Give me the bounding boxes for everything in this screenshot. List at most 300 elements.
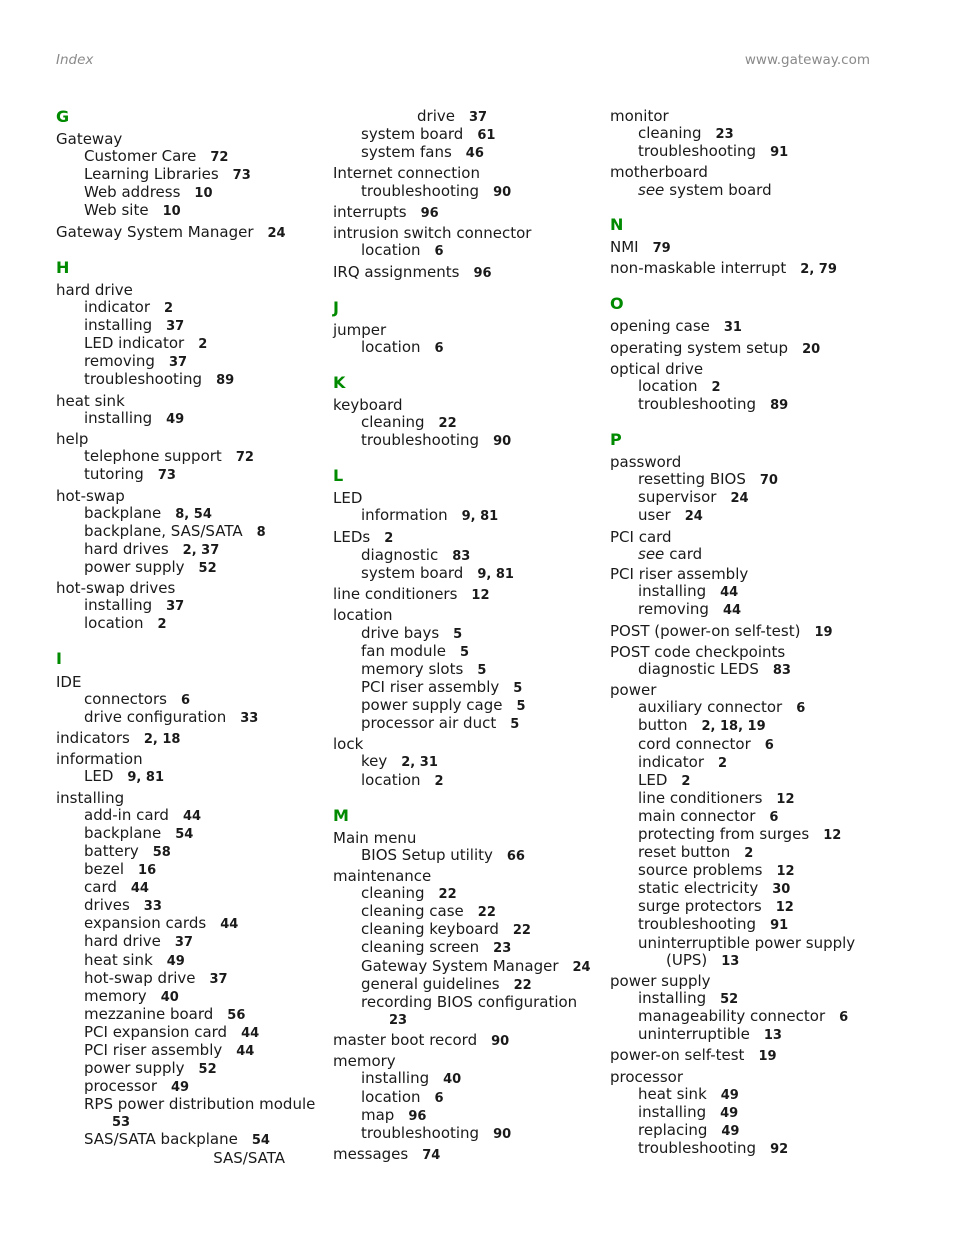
index-subentry — [56, 768, 321, 786]
page-number: 2, 18, 19 — [701, 719, 766, 735]
entry-term: LED — [638, 770, 668, 789]
index-subentry — [610, 736, 900, 754]
entry-term: help — [56, 430, 89, 449]
entry-term: removing — [638, 600, 709, 619]
entry-term: installing — [361, 1069, 430, 1088]
index-entry — [610, 164, 900, 181]
page-number: 52 — [198, 1062, 217, 1078]
entry-term: diagnostic LEDS — [638, 659, 759, 678]
index-subentry — [610, 754, 900, 772]
entry-term: interrupts — [333, 202, 407, 221]
index-entry — [333, 736, 598, 753]
entry-term: memory — [84, 986, 147, 1005]
entry-term: installing — [638, 582, 707, 601]
page-number: 9, 81 — [127, 770, 164, 786]
index-subentry — [56, 897, 321, 915]
page-number: 2, 18 — [143, 732, 181, 748]
index-subentry — [56, 371, 321, 389]
entry-term: installing — [56, 788, 125, 807]
entry-term: add-in card — [84, 805, 169, 824]
entry-term: power supply — [84, 557, 185, 576]
page-number: 72 — [235, 450, 254, 466]
index-entry — [56, 790, 321, 807]
entry-term: location — [361, 337, 421, 356]
entry-term: static electricity — [638, 879, 759, 898]
page-number: 2, 79 — [800, 262, 837, 278]
entry-term: Gateway — [56, 130, 123, 149]
index-entry — [333, 586, 598, 604]
page-number: 37 — [209, 971, 228, 987]
page-number: 12 — [776, 791, 795, 807]
entry-term: cleaning — [361, 413, 425, 432]
page-number: 40 — [160, 989, 179, 1005]
page-number: 9, 81 — [477, 566, 514, 582]
index-subentry — [610, 489, 900, 507]
index-subentry — [610, 396, 900, 414]
entry-term: troubleshooting — [638, 915, 757, 934]
index-subentry — [56, 861, 321, 879]
running-header-url: www.gateway.com — [744, 52, 870, 68]
index-entry — [610, 318, 900, 336]
index-subentry — [56, 825, 321, 843]
entry-term: password — [610, 453, 682, 472]
index-subentry — [333, 643, 598, 661]
section-letter: K — [333, 372, 346, 392]
page-number: 49 — [720, 1105, 739, 1121]
entry-term: hot-swap drives — [56, 579, 176, 598]
entry-term: line conditioners — [638, 788, 763, 807]
entry-term: PCI riser assembly — [610, 565, 749, 584]
entry-term: power supply cage — [361, 695, 503, 714]
index-subentry — [56, 317, 321, 335]
index-entry — [56, 393, 321, 410]
see-reference: see — [638, 180, 665, 199]
index-entry — [56, 131, 321, 148]
index-subentry — [333, 414, 598, 432]
index-subentry — [56, 184, 321, 202]
index-entry — [333, 868, 598, 885]
page-number: 5 — [453, 626, 463, 642]
index-subentry — [610, 717, 900, 735]
entry-term: indicator — [638, 752, 705, 771]
entry-term: backplane — [84, 823, 162, 842]
entry-term: map — [361, 1105, 395, 1124]
index-subentry — [56, 952, 321, 970]
page-number: 96 — [408, 1108, 427, 1124]
index-entry — [610, 1069, 900, 1086]
page-number: 49 — [171, 1080, 190, 1096]
entry-term: card — [669, 544, 703, 563]
page-number: 56 — [227, 1007, 246, 1023]
entry-term: system board — [361, 563, 464, 582]
entry-term: messages — [333, 1145, 409, 1164]
see-reference: see — [638, 544, 665, 563]
entry-term: power supply — [84, 1059, 185, 1078]
page-number: 2 — [157, 617, 167, 633]
index-subentry — [610, 916, 900, 934]
entry-term: master boot record — [333, 1031, 478, 1050]
index-subentry — [333, 507, 598, 525]
entry-term: operating system setup — [610, 338, 789, 357]
index-column-2 — [333, 108, 598, 1164]
index-entry — [333, 264, 598, 282]
index-entry — [333, 322, 598, 339]
page-number: 96 — [420, 205, 439, 221]
entry-term: system fans — [361, 143, 452, 162]
entry-term: protecting from surges — [638, 824, 810, 843]
entry-term: power — [610, 681, 657, 700]
entry-term: location — [361, 770, 421, 789]
index-subentry — [333, 939, 598, 957]
entry-term: hot-swap — [56, 486, 125, 505]
entry-term: SAS/SATA — [213, 1148, 285, 1167]
index-subentry — [610, 790, 900, 808]
page-number: 30 — [772, 882, 791, 898]
index-subentry — [56, 541, 321, 559]
index-subentry — [56, 1150, 321, 1167]
entry-term: BIOS Setup utility — [361, 845, 493, 864]
page-number: 90 — [493, 1126, 512, 1142]
index-subentry — [56, 505, 321, 523]
entry-term: backplane — [84, 503, 162, 522]
index-entry — [56, 730, 321, 748]
page-number: 49 — [721, 1124, 740, 1140]
entry-term: Web site — [84, 201, 149, 220]
index-subentry — [610, 1026, 900, 1044]
page-number: 61 — [477, 128, 496, 144]
section-letter: L — [333, 466, 344, 486]
page-number: 49 — [166, 411, 185, 427]
index-subentry — [333, 1125, 598, 1143]
page-number: 54 — [175, 826, 194, 842]
page-number: 54 — [251, 1133, 270, 1149]
index-entry — [56, 488, 321, 505]
entry-term: user — [638, 506, 671, 525]
index-entry — [610, 340, 900, 358]
entry-term: cleaning — [638, 124, 702, 143]
index-continuation — [610, 952, 900, 970]
entry-term: keyboard — [333, 395, 403, 414]
index-subentry — [610, 1140, 900, 1158]
entry-term: system board — [361, 125, 464, 144]
index-subentry — [610, 143, 900, 161]
page-number: 2 — [164, 301, 174, 317]
page-number: 44 — [722, 603, 742, 619]
index-subentry — [56, 410, 321, 428]
page-number: 23 — [493, 941, 512, 957]
entry-term: hard drive — [84, 932, 161, 951]
entry-term: POST (power-on self-test) — [610, 621, 801, 640]
index-subentry — [56, 559, 321, 577]
page-number: 90 — [493, 434, 512, 450]
entry-term: SAS/SATA backplane — [84, 1130, 238, 1149]
entry-term: drive bays — [361, 623, 440, 642]
index-subentry — [56, 691, 321, 709]
page-number: 12 — [776, 864, 795, 880]
index-entry — [610, 566, 900, 583]
entry-term: Gateway System Manager — [361, 956, 559, 975]
entry-term: LED — [84, 767, 114, 786]
page-number: 72 — [210, 150, 229, 166]
entry-term: fan module — [361, 641, 446, 660]
index-subentry — [56, 1096, 321, 1113]
entry-term: troubleshooting — [361, 431, 480, 450]
index-subentry — [333, 885, 598, 903]
entry-term: hard drives — [84, 539, 169, 558]
entry-term: troubleshooting — [638, 142, 757, 161]
index-entry — [610, 973, 900, 990]
page-number: 40 — [443, 1072, 462, 1088]
index-subentry — [56, 843, 321, 861]
index-subentry — [56, 523, 321, 541]
entry-term: system board — [669, 180, 772, 199]
index-subentry — [333, 994, 598, 1011]
index-subentry — [610, 935, 900, 952]
page-number: 10 — [194, 186, 213, 202]
index-subentry — [610, 990, 900, 1008]
entry-term: troubleshooting — [361, 1123, 480, 1142]
section-letter: H — [56, 257, 70, 277]
entry-term: cleaning keyboard — [361, 920, 499, 939]
index-entry — [610, 454, 900, 471]
index-subentry — [56, 448, 321, 466]
entry-term: key — [361, 752, 388, 771]
index-entry — [333, 397, 598, 414]
page-number: 2 — [384, 530, 394, 546]
section-letter: P — [610, 430, 622, 450]
entry-term: troubleshooting — [638, 394, 757, 413]
index-subentry — [610, 125, 900, 143]
index-subentry — [56, 933, 321, 951]
page-number: 83 — [452, 548, 471, 564]
page-number: 24 — [684, 509, 703, 525]
entry-term: tutoring — [84, 465, 144, 484]
entry-term: IDE — [56, 672, 82, 691]
page-number: 2 — [198, 337, 208, 353]
entry-term: battery — [84, 841, 139, 860]
entry-term: drives — [84, 896, 130, 915]
page-number: 73 — [232, 168, 251, 184]
page-number: 5 — [513, 680, 523, 696]
entry-term: LED — [333, 489, 363, 508]
page-number: 6 — [434, 1090, 444, 1106]
index-subentry — [333, 144, 598, 162]
index-entry — [333, 830, 598, 847]
index-continuation — [333, 108, 598, 126]
index-subentry — [56, 335, 321, 353]
entry-term: card — [84, 878, 117, 897]
index-subentry — [610, 661, 900, 679]
index-subentry — [56, 1078, 321, 1096]
index-column-1 — [56, 108, 321, 1167]
index-subentry — [56, 988, 321, 1006]
index-column-3 — [610, 108, 900, 1158]
index-subentry — [333, 772, 598, 790]
entry-term: power-on self-test — [610, 1046, 745, 1065]
index-entry — [56, 580, 321, 597]
index-subentry — [56, 202, 321, 220]
index-subentry — [333, 903, 598, 921]
entry-term: processor — [84, 1077, 157, 1096]
entry-term: cleaning screen — [361, 938, 480, 957]
page-number: 74 — [422, 1148, 441, 1164]
entry-term: jumper — [333, 320, 387, 339]
page-number: 90 — [491, 1034, 510, 1050]
entry-term: optical drive — [610, 359, 704, 378]
entry-term: heat sink — [56, 391, 125, 410]
section-letter: I — [56, 649, 62, 669]
page-number: 2 — [718, 755, 728, 771]
index-subentry — [56, 353, 321, 371]
page-number: 37 — [468, 110, 488, 125]
entry-term: POST code checkpoints — [610, 642, 786, 661]
page-number: 31 — [723, 320, 742, 336]
index-subentry — [610, 808, 900, 826]
entry-term: PCI riser assembly — [361, 677, 500, 696]
index-entry — [56, 224, 321, 242]
entry-term: surge protectors — [638, 897, 762, 916]
section-letter: G — [56, 107, 70, 126]
index-entry — [610, 239, 900, 257]
page-number: 6 — [434, 244, 444, 260]
page-number: 9, 81 — [461, 509, 499, 525]
index-entry — [610, 1047, 900, 1065]
page-number: 96 — [473, 265, 492, 281]
index-entry — [56, 431, 321, 448]
page-number: 12 — [823, 827, 842, 843]
index-subentry — [56, 1131, 321, 1149]
entry-term: NMI — [610, 237, 639, 256]
page-number: 92 — [770, 1142, 789, 1158]
entry-term: line conditioners — [333, 585, 458, 604]
page-number: 49 — [166, 953, 185, 969]
entry-term: lock — [333, 735, 364, 754]
page-number: 2, 31 — [401, 755, 438, 771]
index-subentry — [610, 898, 900, 916]
index-subentry — [56, 970, 321, 988]
page-number: 2 — [744, 846, 754, 862]
index-subentry — [56, 166, 321, 184]
page-number: 83 — [772, 662, 791, 678]
index-entry — [333, 225, 598, 242]
entry-term: main connector — [638, 806, 756, 825]
page-number: 44 — [130, 881, 149, 897]
entry-term: indicator — [84, 298, 151, 317]
page-number: 5 — [516, 698, 526, 714]
page-number: 13 — [721, 953, 740, 969]
entry-term: opening case — [610, 317, 710, 336]
page-number: 13 — [763, 1028, 782, 1044]
entry-term: installing — [84, 408, 153, 427]
entry-term: Gateway System Manager — [56, 222, 254, 241]
page-number: 44 — [182, 808, 202, 824]
index-subentry — [56, 807, 321, 825]
entry-term: (UPS) — [666, 950, 708, 969]
index-entry — [610, 644, 900, 661]
page-number: 19 — [758, 1049, 777, 1065]
index-continuation — [333, 1011, 598, 1029]
page-number: 53 — [112, 1115, 131, 1131]
page-number: 16 — [138, 863, 157, 879]
index-entry — [333, 1032, 598, 1050]
page-number: 24 — [730, 491, 749, 507]
entry-term: manageability connector — [638, 1007, 826, 1026]
section-letter: J — [333, 297, 339, 317]
entry-term: location — [84, 614, 144, 633]
index-subentry — [610, 844, 900, 862]
page-number: 44 — [220, 917, 239, 933]
entry-term: hard drive — [56, 280, 133, 299]
page-number: 5 — [510, 717, 520, 733]
index-entry — [333, 607, 598, 624]
page-number: 46 — [465, 146, 484, 162]
entry-term: recording BIOS configuration — [361, 992, 578, 1011]
entry-term: memory — [333, 1052, 396, 1071]
index-subentry — [333, 847, 598, 865]
entry-term: Customer Care — [84, 147, 197, 166]
page-number: 5 — [477, 662, 487, 678]
page-number: 66 — [506, 848, 525, 864]
index-subentry — [333, 565, 598, 583]
index-subentry — [610, 1086, 900, 1104]
entry-term: intrusion switch connector — [333, 224, 532, 243]
entry-term: expansion cards — [84, 914, 207, 933]
entry-term: motherboard — [610, 163, 708, 182]
page-number: 37 — [174, 935, 193, 951]
entry-term: troubleshooting — [638, 1139, 757, 1158]
page-number: 20 — [802, 341, 821, 357]
index-subentry — [56, 615, 321, 633]
index-subentry — [56, 148, 321, 166]
entry-term: resetting BIOS — [638, 470, 746, 489]
page-number: 22 — [513, 977, 532, 993]
index-subentry — [56, 1042, 321, 1060]
entry-term: general guidelines — [361, 974, 500, 993]
page-number: 49 — [720, 1087, 739, 1103]
entry-term: LED indicator — [84, 334, 185, 353]
index-subentry — [610, 1122, 900, 1140]
section-letter: O — [610, 294, 624, 314]
page-number: 2 — [711, 379, 721, 395]
page-number: 12 — [775, 900, 794, 916]
entry-term: installing — [638, 989, 707, 1007]
index-subentry — [333, 958, 598, 976]
page-number: 8, 54 — [175, 506, 212, 522]
index-subentry — [610, 772, 900, 790]
entry-term: processor air duct — [361, 714, 497, 733]
index-entry — [333, 529, 598, 547]
index-entry — [56, 751, 321, 768]
page-number: 73 — [157, 468, 176, 484]
index-entry — [610, 361, 900, 378]
index-entry — [610, 108, 900, 125]
index-subentry — [333, 679, 598, 697]
entry-term: Internet connection — [333, 164, 480, 183]
index-subentry — [610, 1008, 900, 1026]
index-entry — [56, 674, 321, 691]
page-number: 22 — [477, 905, 496, 921]
entry-term: cord connector — [638, 734, 751, 753]
index-entry — [333, 1146, 598, 1164]
page-number: 22 — [512, 923, 531, 939]
page-number: 24 — [572, 959, 591, 975]
entry-term: LEDs — [333, 527, 371, 546]
index-subentry — [610, 583, 900, 601]
page-number: 79 — [652, 240, 671, 256]
page-number: 24 — [267, 225, 286, 241]
entry-term: information — [56, 750, 143, 769]
index-subentry — [333, 625, 598, 643]
